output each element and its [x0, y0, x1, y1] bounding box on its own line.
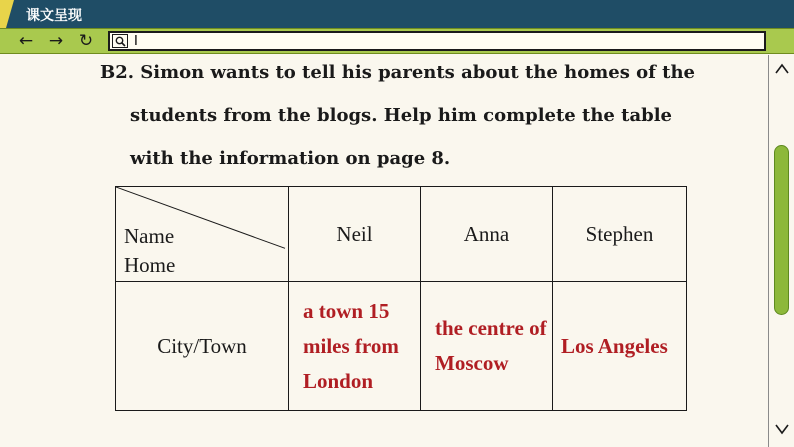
question-line-1: B2. Simon wants to tell his parents about the homes of the: [100, 62, 695, 83]
back-button[interactable]: ←: [18, 31, 34, 51]
vertical-scrollbar[interactable]: [768, 55, 794, 447]
address-input[interactable]: [134, 33, 754, 49]
header-neil: Neil: [289, 187, 421, 282]
question-line-3: with the information on page 8.: [130, 148, 451, 169]
chevron-up-icon: [774, 62, 790, 76]
scrollbar-thumb[interactable]: [774, 145, 789, 315]
corner-label-name: Name: [124, 224, 175, 248]
corner-label-home: Home: [124, 253, 176, 277]
answer-neil: a town 15 miles from London: [289, 282, 421, 411]
refresh-button[interactable]: ↻: [78, 31, 94, 51]
answer-stephen: Los Angeles: [553, 282, 687, 411]
scroll-up-button[interactable]: [773, 61, 791, 79]
window-title: 课文呈现: [26, 8, 82, 24]
forward-button[interactable]: →: [48, 31, 64, 51]
header-stephen: Stephen: [553, 187, 687, 282]
question-line-2: students from the blogs. Help him complete the table: [130, 105, 673, 126]
search-icon[interactable]: [112, 34, 128, 48]
answer-anna: the centre of Moscow: [421, 282, 553, 411]
title-decoration-icon: [0, 0, 20, 28]
address-bar[interactable]: [108, 31, 766, 51]
chevron-down-icon: [774, 422, 790, 436]
title-bar: [0, 0, 794, 28]
table-corner-cell: [116, 187, 289, 282]
scroll-down-button[interactable]: [773, 421, 791, 439]
navigation-bar: [0, 28, 794, 54]
row-label-city-town: City/Town: [116, 282, 289, 411]
header-anna: Anna: [421, 187, 553, 282]
homes-table: [115, 186, 687, 411]
